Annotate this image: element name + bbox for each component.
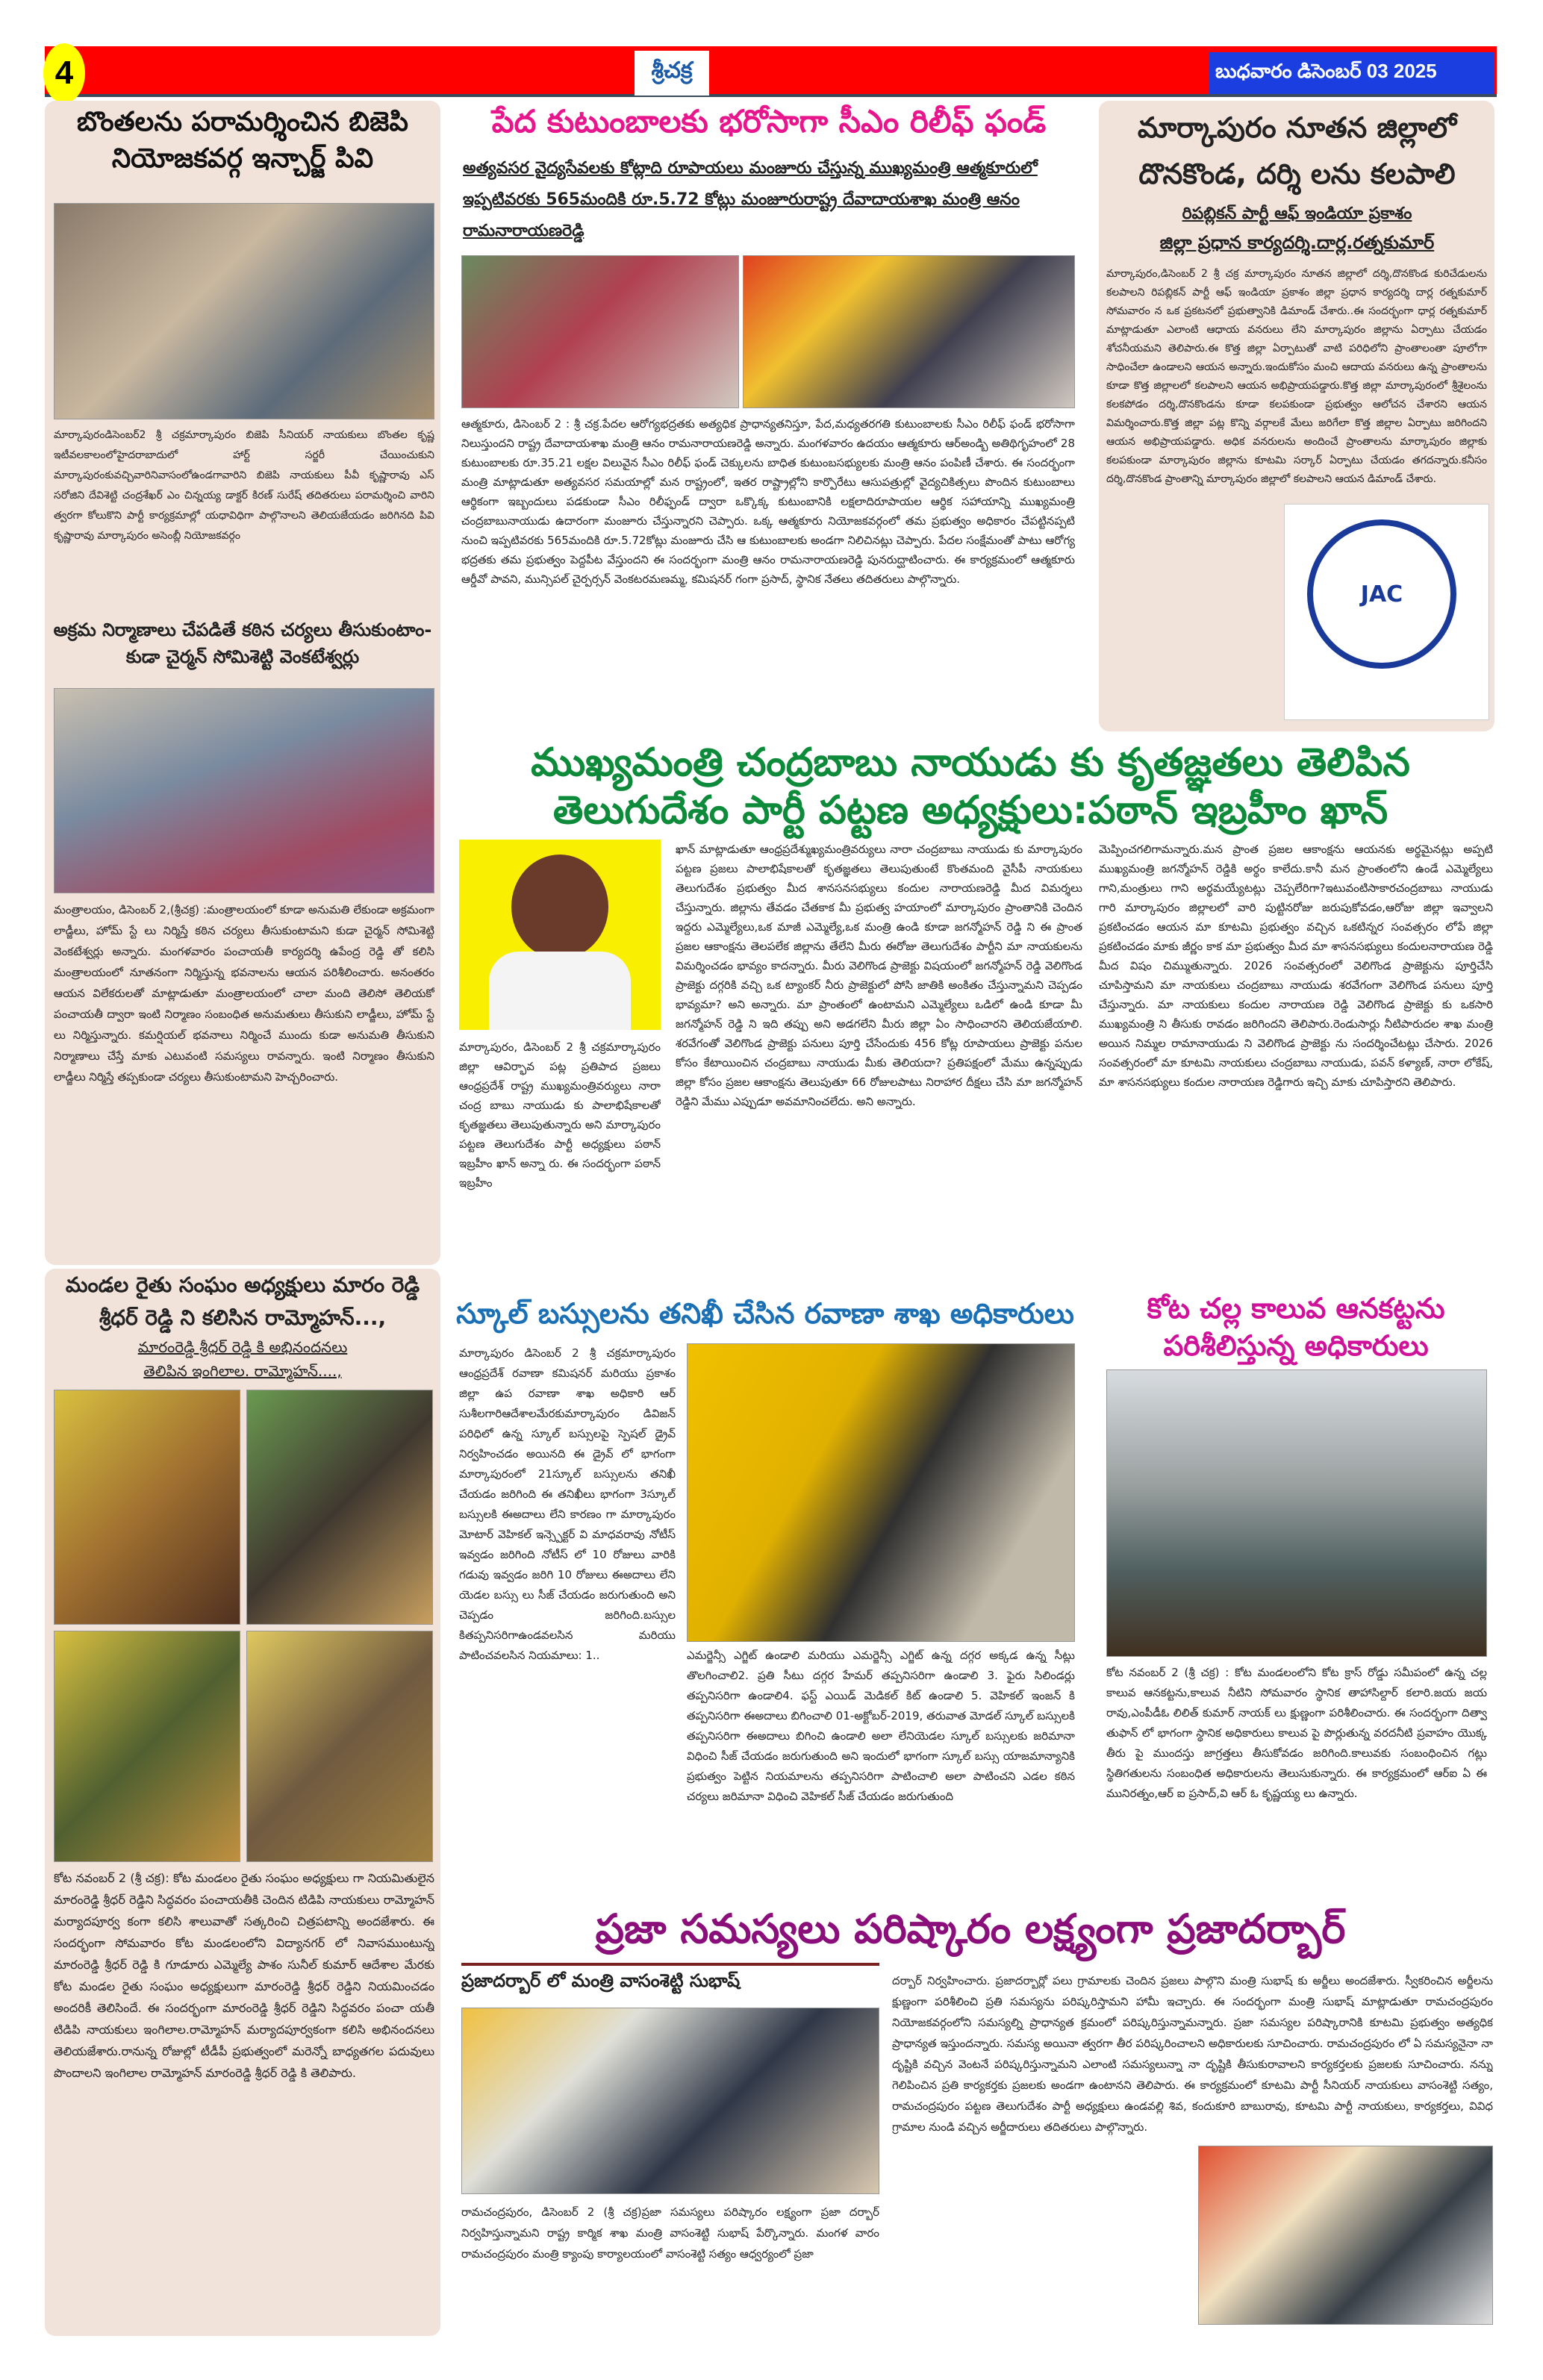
- body-khan-1: మార్కాపురం, డిసెంబర్ 2 శ్రీ చక్రమార్కాపురం జిల్లా ఆవిర్భావ పట్ల ప్రతిపాద ప్రజలు ఆంధ్రప్రదేశ్ రాష్ట్ర ముఖ్యమంత్రివర్యులు నారా చంద్ర బాబు నాయుడు కు పాలాభిషేకాలతో కృతజ్ఞతలు తెలుపుతున్నారు అని మార్కాపురం పట్టణ తెలుగుదేశం పార్టీ అధ్యక్షులు పఠాన్ ఇబ్రహీం ఖాన్ అన్నా రు. ఈ సందర్భంగా పఠాన్ ఇబ్రహీం: [459, 1040, 661, 1190]
- photo-cmrf-2: [743, 255, 1075, 408]
- headline-bus: స్కూల్ బస్సులను తనిఖీ చేసిన రవాణా శాఖ అధికారులు: [456, 1297, 1074, 1330]
- body-khan-2: ఖాన్ మాట్లాడుతూ ఆంధ్రప్రదేశ్ముఖ్యమంత్రివర్యులు నారా చంద్రబాబు నాయుడు కు మార్కాపురం పట్టణ ప్రజలు పాలాభిషేకాలతో కృతజ్ఞతలు తెలుపుతుంటే కొంతమంది వైసీపీ నాయకులు తెలుగుదేశం ప్రభుత్వం మీద శానసనసభ్యులు కందుల నారాయణరెడ్డి మీద విమర్శలు చేస్తున్నారు. జిల్లాను తేవడం చేతకాక మీ ప్రభుత్వ హయాంలో మార్కాపురం ప్రాంతానికి చెందిన ఇద్దరు ఎమ్మెల్యేలు,ఒక మాజీ ఎమ్మెల్యే,ఒక మంత్రి ఉండి కూడా జగన్మోహన్ రెడ్డి ని ఈ ప్రాంత ప్రజల ఆకాంక్షను తెలపలేక జిల్లాను తేలేని మీరు ఈరోజు తెలుగుదేశం పార్టీని మా నాయకులను విమర్శించడం భావ్యం కాదన్నారు. మీరు వెలిగొండ ప్రాజెక్టు విషయంలో జగన్మోహన్ రెడ్డి వెలిగొండ ప్రాజెక్టు దగ్గరికి వచ్చి ఒక ట్యాంకర్ నీరు ప్రాజెక్టులో పోసి జాతికి అంకితం చేస్తున్నామని చెప్పడం భావ్యమా? అని అన్నారు. మా ప్రాంతంలో ఉంటామని ఎమ్మెల్యేలు ఒడిలో ఉండి కూడా మీ జగన్మోహన్ రెడ్డి ని ఇది తప్పు అని అడగలేని మీరు జిల్లా ఏం సాధించారని తెలియజేయాలి. శరవేగంతో వెలిగొండ ప్రాజెక్టు పనులు పూర్తి చేసేందుకు 456 కోట్ల రూపాయలు ప్రాజెక్టు పనుల కోసం కేటాయించిన చంద్రబాబు నాయుడు మీకు తెలియదా? ప్రతిపక్షంలో మేము ఉన్నప్పుడు జిల్లా కోసం ప్రజల ఆకాంక్షను తెలుపుతూ 66 రోజులపాటు నిరాహార దీక్షలు చేసి మా జగన్మోహన్ రెడ్డిని మేము ఎప్పుడూ అవమానించలేదు. అని అన్నారు.: [676, 843, 1082, 1108]
- photo-kuda-chairman: [54, 688, 434, 893]
- subhead-raithu-1: మారంరెడ్డి శ్రీధర్ రెడ్డి కి అభినందనలు: [137, 1338, 348, 1356]
- photo-darbar-2: [1198, 2146, 1493, 2325]
- jac-banner-logo: JAC: [1307, 519, 1456, 669]
- headline-darbar: ప్రజా సమస్యలు పరిష్కారం లక్ష్యంగా ప్రజాదర్బార్: [595, 1905, 1346, 1952]
- headline-district: మార్కాపురం నూతన జిల్లాలో దొనకొండ, దర్శి లను కలపాలి: [1137, 111, 1457, 190]
- headline-bjp: బొంతలను పరామర్శించిన బిజెపి నియోజకవర్గ ఇన్చార్జ్ పివి: [76, 107, 409, 174]
- headline-khan-2: తెలుగుదేశం పార్టీ పట్టణ అధ్యక్షులు:పఠాన్ ఇబ్రహీం ఖాన్: [552, 788, 1388, 833]
- body-district: మార్కాపురం,డిసెంబర్ 2 శ్రీ చక్ర మార్కాపురం నూతన జిల్లాలో దర్శి,దొనకొండ కురిచేడులను కలపాలని రిపబ్లికన్ పార్టీ ఆఫ్ ఇండియా ప్రకాశం జిల్లా ప్రధాన కార్యదర్శి దార్ల రత్నకుమార్ సోమవారం న ఒక ప్రకటనలో ప్రభుత్వానికి డిమాండ్ చేశారు..ఈ సందర్భంగా ధార్ల రత్నకుమార్ మాట్లాడుతూ ఎలాంటి ఆధాయ వనరులు లేని మార్కాపురం జిల్లాను ఏర్పాటు చేయడం శోచనీయమని తెలిపారు.ఈ కొత్త జిల్లా ఏర్పాటుతో వాటి పరిధిలోని ప్రాంతాలంతా పూలోగా సాధించేలా ఉండాలని ఆయన అన్నారు.ఇందుకోసం మంచి ఆదాయ వనరులు ఉన్న ప్రాంతాలను కూడా కొత్త జిల్లాలలో కలపాలని ఆయన అభిప్రాయపడ్డారు.కొత్త జిల్లా మార్కాపురంలో శ్రీశైలంను కలకపోడం దర్శి,దొనకొండను కూడా కలపకుండా ప్రభుత్వం ఆలోచన చేశారని ఆయన విమర్శించారు.కొత్త జిల్లా పట్ల కొన్ని వర్గాలకే మేలు జరిగేలా కొత్త జిల్లాల ఏర్పాటు జరిగిందని ఆయన అభిప్రాయపడ్డారు. అధిక వనరులను అందించే ప్రాంతాలను మార్కాపురం జిల్లాకు కలపకుండా మార్కాపురం జిల్లాను కూటమి సర్కార్ ఏర్పాటు చేయడం తగదన్నారు.కనీసం దర్శి,దొనకొండ ప్రాంతాన్ని మార్కాపురం జిల్లాలో కలపాలని ఆయన డిమాండ్ చేశారు.: [1106, 268, 1487, 485]
- photo-bjp-meeting: [54, 203, 434, 419]
- body-kota: కోట నవంబర్ 2 (శ్రీ చక్ర) : కోట మండలంలోని కోట క్రాస్ రోడ్డు సమీపంలో ఉన్న చల్ల కాలువ ఆనకట్టను,కాలువ నీటిని సోమవారం స్థానిక తాహాసిల్దార్ కలారి.జయ జయ రావు,ఎంపీడీఓ లిలిత్ కుమార్ నాయక్ లు క్షుణ్ణంగా పరిశీలించారు. ఈ సందర్భంగా దిత్వా తుఫాన్ లో భాగంగా స్థానిక అధికారులు కాలువ పై పొర్లుతున్న వరదనీటి ప్రవాహం యొక్క తీరు పై ముందస్తు జాగ్రత్తలు తీసుకోవడం జరిగింది.కాలువకు సంబంధించిన గట్లు స్థితిగతులను సంబంధిత అధికారులను తెలుసుకున్నారు. ఈ కార్యక్రమంలో ఆర్ఐ ఏ ఈ మునిరత్నం,ఆర్ ఐ ప్రసాద్,వి ఆర్ ఓ కృష్ణయ్య లు ఉన్నారు.: [1106, 1666, 1487, 1800]
- headline-raithu: మండల రైతు సంఘం అధ్యక్షులు మారం రెడ్డి శ్రీధర్ రెడ్డి ని కలిసిన రామ్మోహన్...,: [65, 1272, 420, 1330]
- body-bjp: మార్కాపురండిసెంబర్2 శ్రీ చక్రమార్కాపురం బిజెపి సీనియర్ నాయకులు బొంతల కృష్ణ ఇటీవలకాలంలోహైదరాబాదులో హార్ట్ సర్జరీ చేయించుకుని మార్కాపురంకువచ్చివారినివాసంలోఉండగావారిని బిజెపి నాయకులు పీవీ కృష్ణారావు ఎస్ సరోజిని దేవిశెట్టి చంద్రశేఖర్ ఎం చిన్నయ్య డాక్టర్ కిరణ్ సురేష్ తదితరులు పరామర్శించి వారిని త్వరగా కోలుకొని పార్టీ కార్యక్రమాల్లో యధావిధిగా పాల్గొనాలని తెలియజేయడం జరిగినది పివి కృష్ణారావు మార్కాపురం అసెంబ్లీ నియోజకవర్గం: [54, 429, 434, 542]
- body-bus-2: ఎమర్జెన్సీ ఎగ్జిట్ ఉండాలి మరియు ఎమర్జెన్సీ ఎగ్జిట్ ఉన్న దగ్గర అక్కడ ఉన్న సీట్లు తొలగించాలి2. ప్రతి సీటు దగ్గర హేమర్ తప్పనిసరిగా ఉండాలి 3. ఫైరు సిలిండర్లు తప్పనిసరిగా ఉండాలి4. ఫస్ట్ ఎయిడ్ మెడికల్ కిట్ ఉండాలి 5. వెహికల్ ఇంజన్ కి తప్పనిసరిగా ఈఅదాలు బిగించాలి 01-అక్టోబర్-2019, తరువాత మోడల్ స్కూల్ బస్సులకి తప్పనిసరిగా ఈఅదాలు బిగించి ఉండాలి అలా లేనియెడల స్కూల్ బస్సులకు జరిమానా విధించి సీజ్ చేయడం జరుగుతుంది అని ఇందులో భాగంగా స్కూల్ బస్సు యాజమాన్యానికి ప్రభుత్వం పెట్టిన నియమాలను తప్పనిసరిగా పాటించాలి అలా పాటించని ఎడల కఠిన చర్యలు జరిమానా విధించి వెహికల్ సీజ్ చేయడం జరుగుతుంది: [687, 1649, 1075, 1803]
- subhead-darbar: ప్రజాదర్బార్ లో మంత్రి వాసంశెట్టి సుభాష్: [461, 1970, 741, 1991]
- photo-khan-portrait: [459, 840, 661, 1030]
- photo-darbar-1: [461, 2008, 879, 2194]
- body-raithu: కోట నవంబర్ 2 (శ్రీ చక్ర): కోట మండలం రైతు సంఘం అధ్యక్షులు గా నియమితులైన మారంరెడ్డి శ్రీధర్ రెడ్డిని సిద్ధవరం పంచాయతీకి చెందిన టిడిపి నాయకులు రామ్మోహన్ మర్యాదపూర్వ కంగా కలిసి శాలువాతో సత్కరించి చిత్రపటాన్ని అందజేశారు. ఈ సందర్భంగా సోమవారం కోట మండలంలోని విద్యానగర్ లో నివాసముంటున్న మారంరెడ్డి శ్రీధర్ రెడ్డి కి గూడూరు ఎమ్మెల్యే పాశం సునీల్ కుమార్ ఆదేశాల మేరకు కోట మండల రైతు సంఘం అధ్యక్షులుగా మారంరెడ్డి శ్రీధర్ రెడ్డిని నియమించడం అందరికీ తెలిసిందే. ఈ సందర్భంగా మారంరెడ్డి శ్రీధర్ రెడ్డిని సిద్ధవరం పంచా యతీ టిడిపి నాయకులు ఇంగిలాల.రామ్మోహన్ మర్యాదపూర్వకంగా కలిసి అభినందనలు తెలియజేశారు.రానున్న రోజుల్లో టీడీపీ ప్రభుత్వంలో మరెన్నో బాధ్యతగల పదువులు పొందాలని ఇంగిలాల రామ్మోహన్ మారంరెడ్డి శ్రీధర్ రెడ్డి కి తెలిపారు.: [54, 1871, 434, 2080]
- subhead-district-1: రిపబ్లికన్ పార్టీ ఆఫ్ ఇండియా ప్రకాశం: [1182, 204, 1412, 223]
- body-cmrf: ఆత్మకూరు, డిసెంబర్ 2 : శ్రీ చక్ర.పేదల ఆరోగ్యభద్రతకు అత్యధిక ప్రాధాన్యతనిస్తూ, పేద,మధ్యతరగతి కుటుంబాలకు సీఎం రిలీఫ్ ఫండ్ భరోసాగా నిలుస్తుందని రాష్ట్ర దేవాదాయశాఖ మంత్రి ఆనం రామనారాయణరెడ్డి అన్నారు. మంగళవారం ఉదయం ఆత్మకూరు ఆర్అండ్బి అతిథిగృహంలో 28 కుటుంబాలకు రూ.35.21 లక్షల విలువైన సీఎం రిలీఫ్ ఫండ్ చెక్కులను బాధిత కుటుంబసభ్యులకు మంత్రి ఆనం పంపిణీ చేశారు. ఈ సందర్భంగా మంత్రి మాట్లాడుతూ అత్యవసర సమయాల్లో మన రాష్ట్రంలో, ఇతర రాష్ట్రాల్లోని కార్పొరేటు ఆసుపత్రుల్లో వైద్యచికిత్సలు పొందిన కుటుంబాలు ఆర్థికంగా ఇబ్బందులు పడకుండా సీఎం రిలీఫ్ఫండ్ ద్వారా ఒక్కొక్క కుటుంబానికి లక్షలాదిరూపాయల ఆర్థిక సహాయాన్ని ముఖ్యమంత్రి చంద్రబాబునాయుడు ఉదారంగా మంజూరు చేస్తున్నారని చెప్పారు. ఒక్క ఆత్మకూరు నియోజకవర్గంలో తమ ప్రభుత్వం అధికారం చేపట్టినప్పటి నుంచి ఇప్పటివరకు 565మందికి రూ.5.72కోట్లు మంజూరు చేసి ఆ కుటుంబాలకు అండగా నిలిచినట్లు చెప్పారు. పేదల సంక్షేమంతో పాటు ఆరోగ్య భద్రతకు తమ ప్రభుత్వం పెద్దపీట వేస్తుందని ఈ సందర్భంగా మంత్రి ఆనం రామనారాయణరెడ్డి పునరుద్ఘాటించారు. ఈ కార్యక్రమంలో ఆత్మకూరు ఆర్డీవో పావని, మున్సిపల్ చైర్పర్సన్ వెంకటరమణమ్మ, కమిషనర్ గంగా ప్రసాద్, స్థానిక నేతలు తదితరులు పాల్గొన్నారు.: [461, 417, 1075, 586]
- photo-raithu-1: [54, 1390, 240, 1625]
- body-darbar-1: రామచంద్రపురం, డిసెంబర్ 2 (శ్రీ చక్ర)ప్రజా సమస్యలు పరిష్కారం లక్ష్యంగా ప్రజా దర్బార్ నిర్వహిస్తున్నామని రాష్ట్ర కార్మిక శాఖ మంత్రి వాసంశెట్టి సుభాష్ పేర్కొన్నారు. మంగళ వారం రామచంద్రపురం మంత్రి క్యాంపు కార్యాలయంలో వాసంశెట్టి సత్యం ఆధ్వర్యంలో ప్రజా: [461, 2205, 879, 2261]
- subhead-cmrf: అత్యవసర వైద్యసేవలకు కోట్లాది రూపాయలు మంజూరు చేస్తున్న ముఖ్యమంత్రి ఆత్మకూరులో ఇప్పటివరకు 565మందికి రూ.5.72 కోట్లు మంజూరురాష్ట్ర దేవాదాయశాఖ మంత్రి ఆనం రామనారాయణరెడ్డి: [463, 159, 1038, 240]
- body-kuda: మంత్రాలయం, డిసెంబర్ 2,(శ్రీచక్ర) :మంత్రాలయంలో కూడా అనుమతి లేకుండా అక్రమంగా లాడ్జీలు, హోమ్ స్టే లు నిర్మిస్తే కఠిన చర్యలు తీసుకుంటామని కుడా చైర్మన్ సోమిశెట్టి వెంకటేశ్వర్లు అన్నారు. మంగళవారం పంచాయతీ కార్యదర్శి ఉపేంద్ర రెడ్డి తో కలిసి మంత్రాలయంలో నూతనంగా నిర్మిస్తున్న భవనాలను ఆయన పరిశీలించారు. అనంతరం ఆయన విలేకరులతో మాట్లాడుతూ మంత్రాలయంలో చాలా మంది తెలిసో తెలియకో పంచాయతీ ద్వారా ఇంటి నిర్మాణం సంబంధిత అనుమతులు తీసుకుని లాడ్జీలు, హోమ్ స్టే లు నిర్మిస్తున్నారు. కమర్షియల్ భవనాలు నిర్మించే ముందు కుడా అనుమతి తీసుకుని నిర్మాణాలు చేస్తే మాకు ఎటువంటి సమస్యలు రావన్నారు. ఇంటి నిర్మాణం తీసుకుని లాడ్జీలు నిర్మిస్తే తప్పకుండా చర్యలు తీసుకుంటామని హెచ్చరించారు.: [54, 903, 434, 1084]
- divider: [461, 1963, 879, 1966]
- photo-raithu-4: [246, 1631, 433, 1862]
- page-number: 4: [43, 43, 85, 103]
- issue-date: బుధవారం డిసెంబర్ 03 2025: [1209, 49, 1494, 94]
- body-bus-1: మార్కాపురం డిసెంబర్ 2 శ్రీ చక్రమార్కాపురం ఆంధ్రప్రదేశ్ రవాణా కమిషనర్ మరియు ప్రకాశం జిల్లా ఉప రవాణా శాఖ అధికారి ఆర్ సుశీలగారిఆదేశాలమేరకుమార్కాపురం డివిజన్ పరిధిలో ఉన్న స్కూల్ బస్సులపై స్పెషల్ డ్రైవ్ నిర్వహించడం అయినది ఈ డ్రైవ్ లో భాగంగా మార్కాపురంలో 21స్కూల్ బస్సులను తనిఖీ చేయడం జరిగింది ఈ తనిఖీలు భాగంగా 3స్కూల్ బస్సులకి ఈఅదాలు లేని కారణం గా మార్కాపురం మోటార్ వెహికల్ ఇన్స్పెక్టర్ వి మాధవరావు నోటీస్ ఇవ్వడం జరిగింది నోటీస్ లో 10 రోజులు వారికి గడువు ఇవ్వడం జరిగి 10 రోజులు ఈఅదాలు లేని యెడల బస్సు లు సీజ్ చేయడం జరుగుతుంది అని చెప్పడం జరిగింది.బస్సుల కితప్పనిసరిగాఉండవలసిన మరియు పాటించవలసిన నియమాలు: 1..: [459, 1346, 676, 1662]
- body-darbar-2: దర్బార్ నిర్వహించారు. ప్రజాదర్బార్లో పలు గ్రామాలకు చెందిన ప్రజలు పాల్గొని మంత్రి సుభాష్ కు అర్జీలు అందజేశారు. స్వీకరించిన అర్జీలను క్షుణ్ణంగా పరిశీలించి ప్రతి సమస్యను పరిష్కరిస్తామని హామీ ఇచ్చారు. ఈ సందర్భంగా మంత్రి సుభాష్ మాట్లాడుతూ రామచంద్రపురం నియోజకవర్గంలోని సమస్యల్ని ప్రాధాన్యత క్రమంలో పరిష్కరిస్తున్నామన్నారు. ప్రజా సమస్యల పరిష్కారానికి కూటమి ప్రభుత్వం అత్యధిక ప్రాధాన్యత ఇస్తుందన్నారు. సమస్య అయినా త్వరగా తీర పరిష్కరించాలని అధికారులకు సూచించారు. రామచంద్రపురం లో ఏ సమస్యనైనా నా దృష్టికి వచ్చిన వెంటనే పరిష్కరిస్తున్నామని ఎలాంటి సమస్యలున్నా నా దృష్టికి తీసుకురావాలని కార్యకర్తలకు ప్రజలకు సూచించారు. నన్ను గెలిపించిన ప్రతి కార్యకర్తకు ప్రజలకు అండగా ఉంటానని తెలిపారు. ఈ కార్యక్రమంలో కూటమి పార్టీ సీనియర్ నాయకులు వాసంశెట్టి సత్యం, రామచంద్రపురం పట్టణ తెలుగుదేశం పార్టీ అధ్యక్షులు ఉండవల్లి శివ, కందుకూరి బాబురావు, కూటమి పార్టీ నాయకులు, కార్యకర్తలు, వివిధ గ్రామాల నుండి వచ్చిన అర్జీదారులు తదితరులు పాల్గొన్నారు.: [892, 1974, 1493, 2134]
- subhead-raithu-2: తెలిపిన ఇంగిలాల. రామ్మోహన్....,: [143, 1362, 342, 1380]
- body-khan-3: మెప్పించగలిగామన్నారు.మన ప్రాంత ప్రజల ఆకాంక్షను ఆయనకు అర్థమైనట్లు అప్పటి ముఖ్యమంత్రి జగన్మోహన్ రెడ్డికి అర్థం కాలేదు.కానీ మన ప్రాంతంలోని ఉండే ఎమ్మెల్యేలు గాని,మంత్రులు గాని అర్థమయ్యేటట్లు చెప్పలేరిగా?ఇటువంటిసాకారచంద్రబాబు నాయుడు గారి మార్కాపురం జిల్లాలలో వారి పుట్టినరోజు జరుపుకోవడం,ఆరోజు జిల్లా ఇవ్వాలని ప్రకటించడం ఆయన మా కూటమి ప్రభుత్వం వచ్చిన ఒకటిన్నర సంవత్సరం లోపే జిల్లా ప్రకటించడం మాకు జీర్ణం కాక మా ప్రభుత్వం మీద మా శాసనసభ్యులు కందులనారాయణ రెడ్డి మీద విషం చిమ్ముతున్నారు. 2026 సంవత్సరంలో వెలిగొండ ప్రాజెక్టును పూర్తిచేసి చూపిస్తామని మా నాయకులు చంద్రబాబు నాయుడు శరవేగంగా వెలిగొండ పనులు పూర్తి చేస్తున్నారు. మా నాయకులు కందుల నారాయణ రెడ్డి వెలిగొండ ప్రాజెక్టు కు ఒకసారి ముఖ్యమంత్రి ని తీసుకు రావడం జరిగిందని తెలిపారు.రెండుసార్లు నీటిపారుదల శాఖ మంత్రి అయిన నిమ్మల రామానాయుడు ని వెలిగొండ ప్రాజెక్టు ను సందర్శించేటట్లు చేసారు. 2026 సంవత్సరంలో మా కూటమి నాయకులు చంద్రబాబు నాయుడు, పవన్ కళ్యాణ్, నారా లోకేష్, మా శాసనసభ్యులు కందుల నారాయణ రెడ్డిగారు ఇచ్చి మాకు చూపిస్తారని తెలిపారు.: [1099, 843, 1493, 1089]
- photo-cmrf-1: [461, 255, 739, 408]
- headline-khan-1: ముఖ్యమంత్రి చంద్రబాబు నాయుడు కు కృతజ్ఞతలు తెలిపిన: [531, 740, 1410, 785]
- photo-kota-canal: [1106, 1369, 1487, 1657]
- headline-kota: కోట చల్ల కాలువ ఆనకట్టను పరిశీలిస్తున్న అధికారులు: [1147, 1292, 1445, 1362]
- photo-school-bus: [687, 1343, 1075, 1642]
- headline-cmrf: పేద కుటుంబాలకు భరోసాగా సీఎం రిలీఫ్ ఫండ్: [491, 103, 1047, 140]
- photo-raithu-3: [54, 1631, 240, 1862]
- headline-kuda: అక్రమ నిర్మాణాలు చేపడితే కఠిన చర్యలు తీసుకుంటాం-కుడా చైర్మన్ సోమిశెట్టి వెంకటేశ్వర్లు: [53, 619, 432, 667]
- newspaper-logo: శ్రీచక్ర: [635, 51, 709, 96]
- photo-district-jac: [1284, 504, 1489, 720]
- subhead-district-2: జిల్లా ప్రధాన కార్యదర్శి.దార్ల.రత్నకుమార్: [1159, 232, 1435, 253]
- photo-raithu-2: [246, 1390, 433, 1625]
